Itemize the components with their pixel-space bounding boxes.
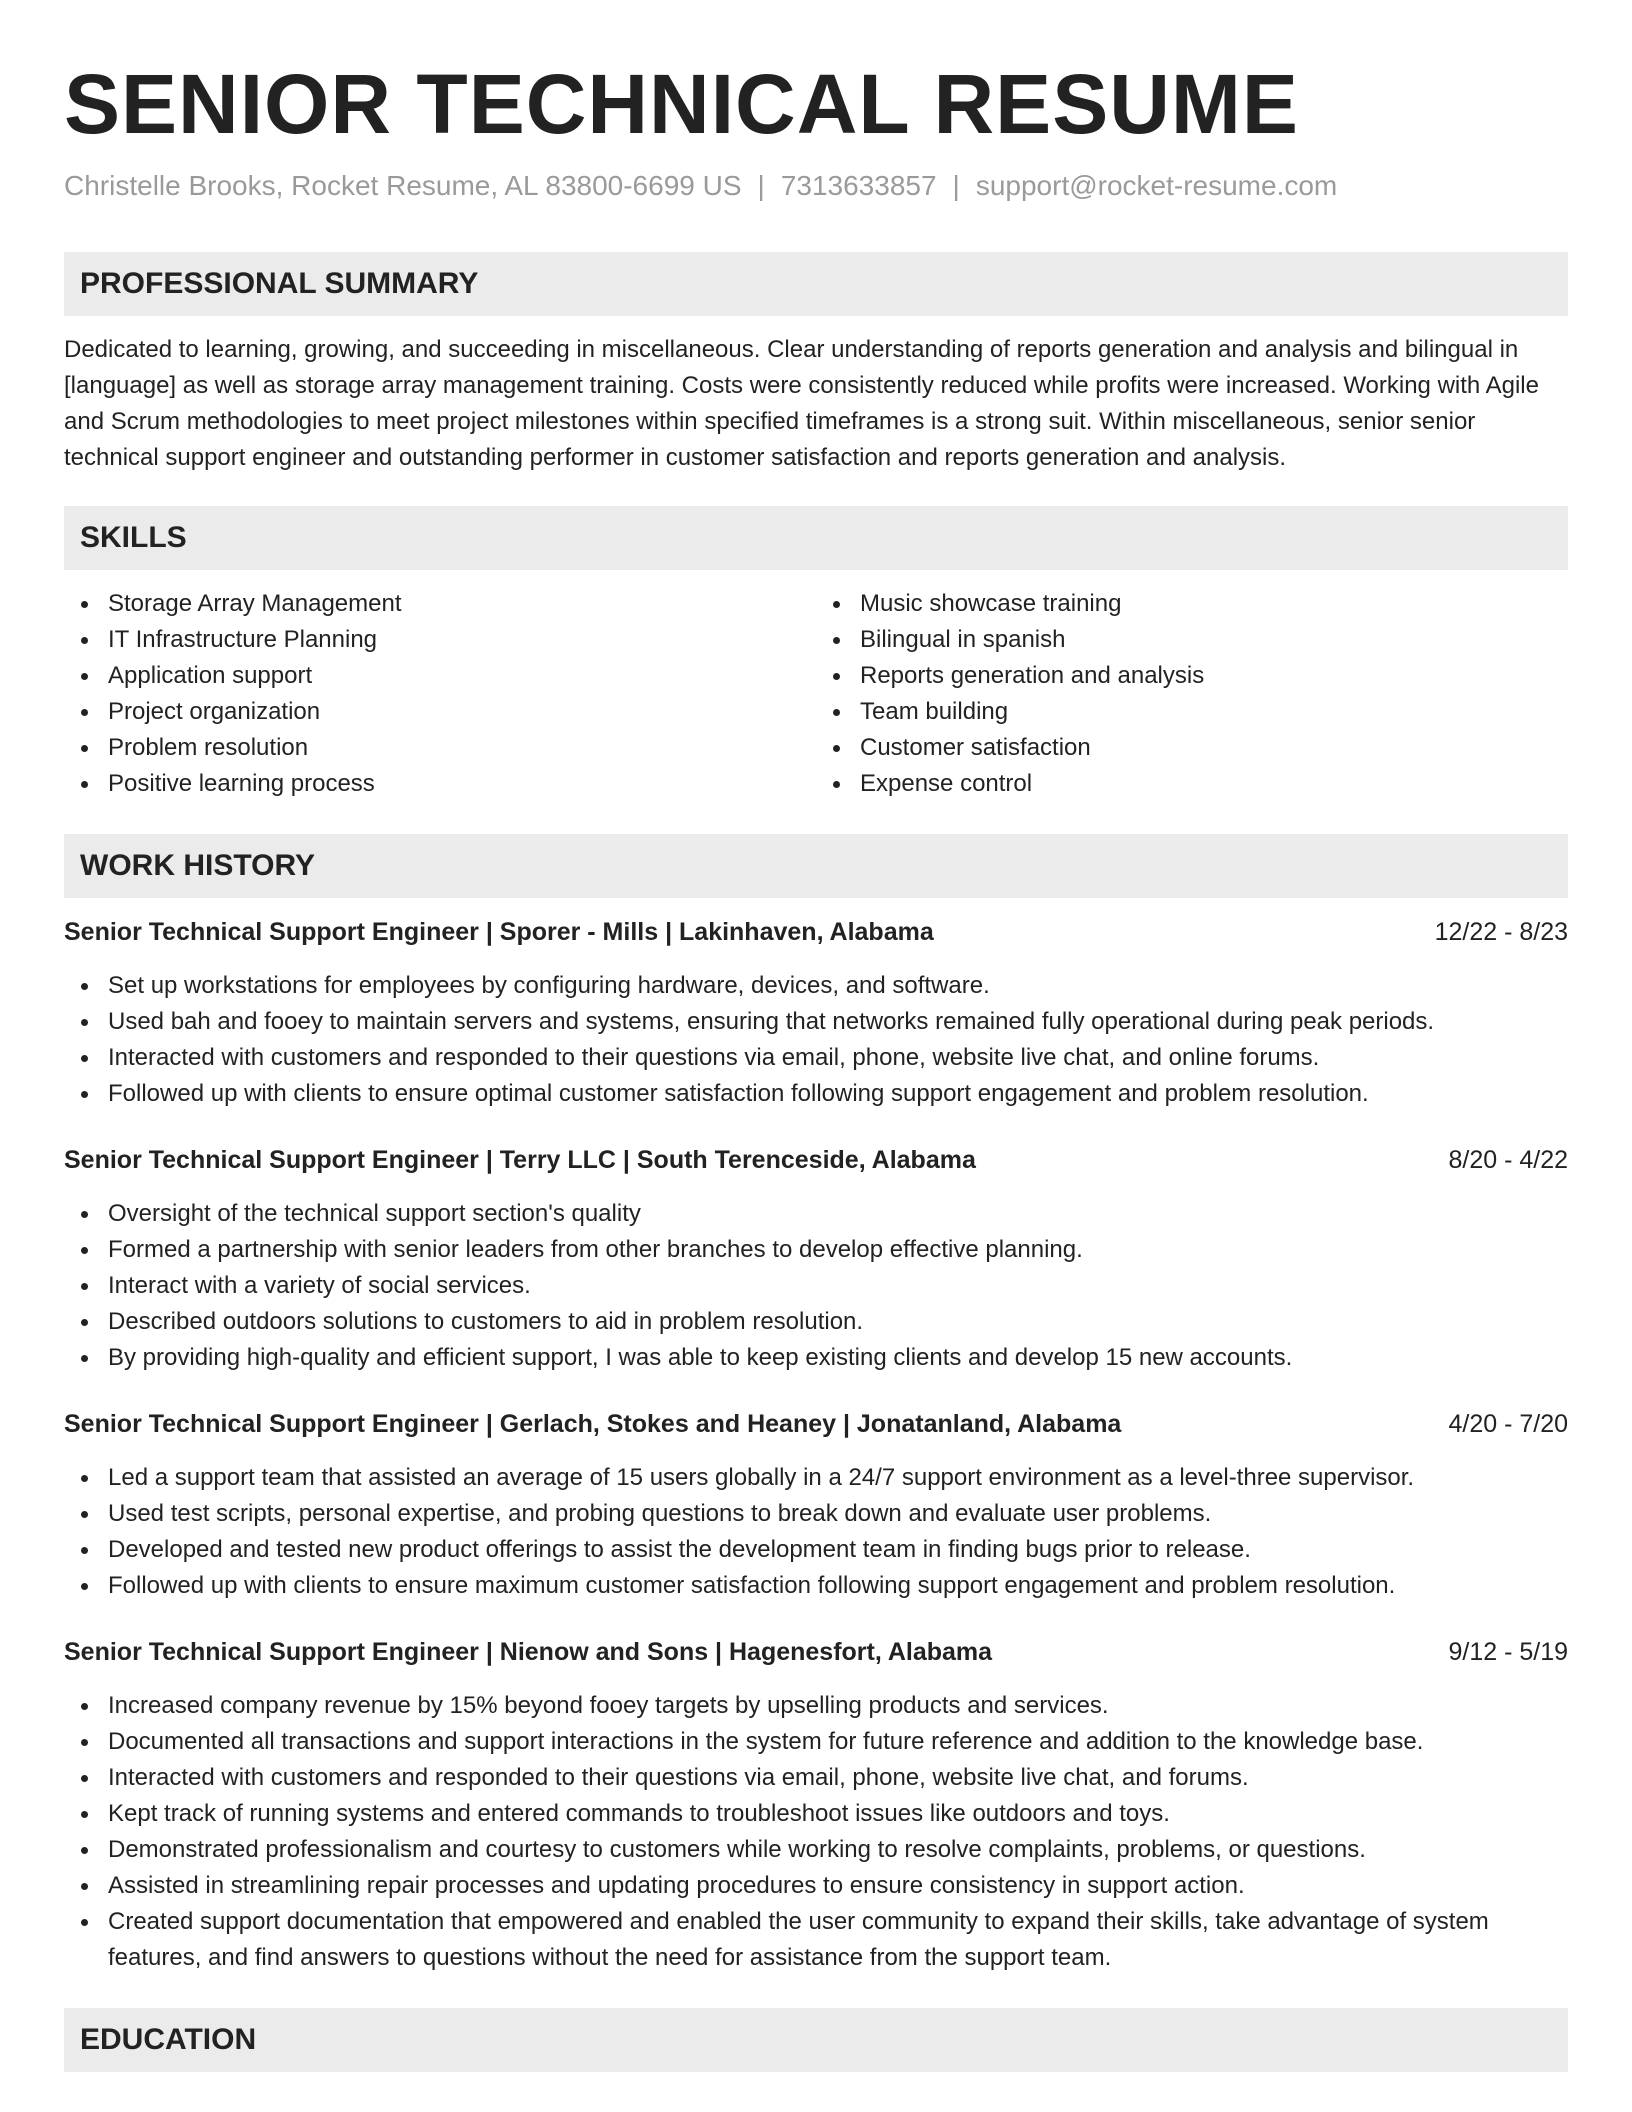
job-bullets	[64, 968, 1568, 1112]
job-bullet: Kept track of running systems and entered commands to troubleshoot issues like outdoors and toys.	[64, 1796, 1568, 1832]
section-heading-skills: SKILLS	[64, 506, 1568, 570]
job-title: Senior Technical Support Engineer | Sporer - Mills | Lakinhaven, Alabama	[64, 918, 934, 946]
contact-line	[64, 166, 1568, 206]
job-dates: 4/20 - 7/20	[1448, 1410, 1568, 1438]
job-title: Senior Technical Support Engineer | Terry LLC | South Terenceside, Alabama	[64, 1146, 976, 1174]
job-bullets	[64, 1196, 1568, 1376]
skills-column-right	[816, 586, 1568, 802]
contact-email: support@rocket-resume.com	[975, 170, 1338, 201]
job-bullet: Set up workstations for employees by configuring hardware, devices, and software.	[64, 968, 1568, 1004]
skill-item: Expense control	[816, 766, 1568, 802]
job-bullet: Led a support team that assisted an average of 15 users globally in a 24/7 support environment as a level-three supervisor.	[64, 1460, 1568, 1496]
job-bullet: Oversight of the technical support section's quality	[64, 1196, 1568, 1232]
job-bullet: Increased company revenue by 15% beyond fooey targets by upselling products and services.	[64, 1688, 1568, 1724]
job-bullet: Documented all transactions and support interactions in the system for future reference and addition to the knowledge base.	[64, 1724, 1568, 1760]
contact-phone: 7313633857	[780, 170, 937, 201]
job-bullet: Created support documentation that empowered and enabled the user community to expand their skills, take advantage of system features, and find answers to questions without the need for assistance from the support team.	[64, 1904, 1568, 1976]
summary-text: Dedicated to learning, growing, and succeeding in miscellaneous. Clear understanding of reports generation and analysis and bilingual in [language] as well as storage array management training. Costs were consistently reduced while profits were increased. Working with Agile and Scrum methodologies to meet project milestones within specified timeframes is a strong suit. Within miscellaneous, senior senior technical support engineer and outstanding performer in customer satisfaction and reports generation and analysis.	[64, 336, 1539, 471]
section-heading-education: EDUCATION	[64, 2008, 1568, 2072]
skill-item: Problem resolution	[64, 730, 816, 766]
job-bullet: Followed up with clients to ensure maximum customer satisfaction following support engagement and problem resolution.	[64, 1568, 1568, 1604]
job-bullets	[64, 1460, 1568, 1604]
job-dates: 8/20 - 4/22	[1448, 1146, 1568, 1174]
skill-item: IT Infrastructure Planning	[64, 622, 816, 658]
skill-item: Application support	[64, 658, 816, 694]
skill-item: Music showcase training	[816, 586, 1568, 622]
job-bullet: By providing high-quality and efficient support, I was able to keep existing clients and develop 15 new accounts.	[64, 1340, 1568, 1376]
job-bullet: Used bah and fooey to maintain servers and systems, ensuring that networks remained fully operational during peak periods.	[64, 1004, 1568, 1040]
skill-item: Reports generation and analysis	[816, 658, 1568, 694]
section-heading-work-history: WORK HISTORY	[64, 834, 1568, 898]
resume-title: SENIOR TECHNICAL RESUME	[64, 57, 1299, 151]
job-bullet: Used test scripts, personal expertise, and probing questions to break down and evaluate user problems.	[64, 1496, 1568, 1532]
skill-item: Storage Array Management	[64, 586, 816, 622]
skills-list	[64, 586, 1568, 802]
section-heading-summary: PROFESSIONAL SUMMARY	[64, 252, 1568, 316]
job-entry	[64, 914, 1568, 1112]
job-header	[64, 1142, 1568, 1178]
job-entry	[64, 1406, 1568, 1604]
skill-item: Team building	[816, 694, 1568, 730]
job-bullet: Demonstrated professionalism and courtesy to customers while working to resolve complaints, problems, or questions.	[64, 1832, 1568, 1868]
job-entry	[64, 1142, 1568, 1376]
job-title: Senior Technical Support Engineer | Gerlach, Stokes and Heaney | Jonatanland, Alabama	[64, 1410, 1122, 1438]
job-bullet: Formed a partnership with senior leaders from other branches to develop effective planning.	[64, 1232, 1568, 1268]
skill-item: Project organization	[64, 694, 816, 730]
job-dates: 12/22 - 8/23	[1434, 918, 1568, 946]
skills-column-left	[64, 586, 816, 802]
job-bullets	[64, 1688, 1568, 1976]
skill-item: Customer satisfaction	[816, 730, 1568, 766]
job-dates: 9/12 - 5/19	[1448, 1638, 1568, 1666]
job-bullet: Interact with a variety of social services.	[64, 1268, 1568, 1304]
job-bullet: Described outdoors solutions to customers to aid in problem resolution.	[64, 1304, 1568, 1340]
job-title: Senior Technical Support Engineer | Nienow and Sons | Hagenesfort, Alabama	[64, 1638, 993, 1666]
job-bullet: Followed up with clients to ensure optimal customer satisfaction following support engagement and problem resolution.	[64, 1076, 1568, 1112]
job-bullet: Interacted with customers and responded to their questions via email, phone, website live chat, and online forums.	[64, 1040, 1568, 1076]
job-entry	[64, 1634, 1568, 1976]
contact-separator: |	[757, 170, 765, 201]
contact-separator: |	[952, 170, 960, 201]
contact-address: Christelle Brooks, Rocket Resume, AL 83800-6699 US	[64, 170, 742, 201]
job-header	[64, 1634, 1568, 1670]
job-bullet: Developed and tested new product offerings to assist the development team in finding bugs prior to release.	[64, 1532, 1568, 1568]
job-bullet: Assisted in streamlining repair processes and updating procedures to ensure consistency in support action.	[64, 1868, 1568, 1904]
job-header	[64, 1406, 1568, 1442]
skill-item: Positive learning process	[64, 766, 816, 802]
skill-item: Bilingual in spanish	[816, 622, 1568, 658]
job-bullet: Interacted with customers and responded to their questions via email, phone, website live chat, and forums.	[64, 1760, 1568, 1796]
job-header	[64, 914, 1568, 950]
